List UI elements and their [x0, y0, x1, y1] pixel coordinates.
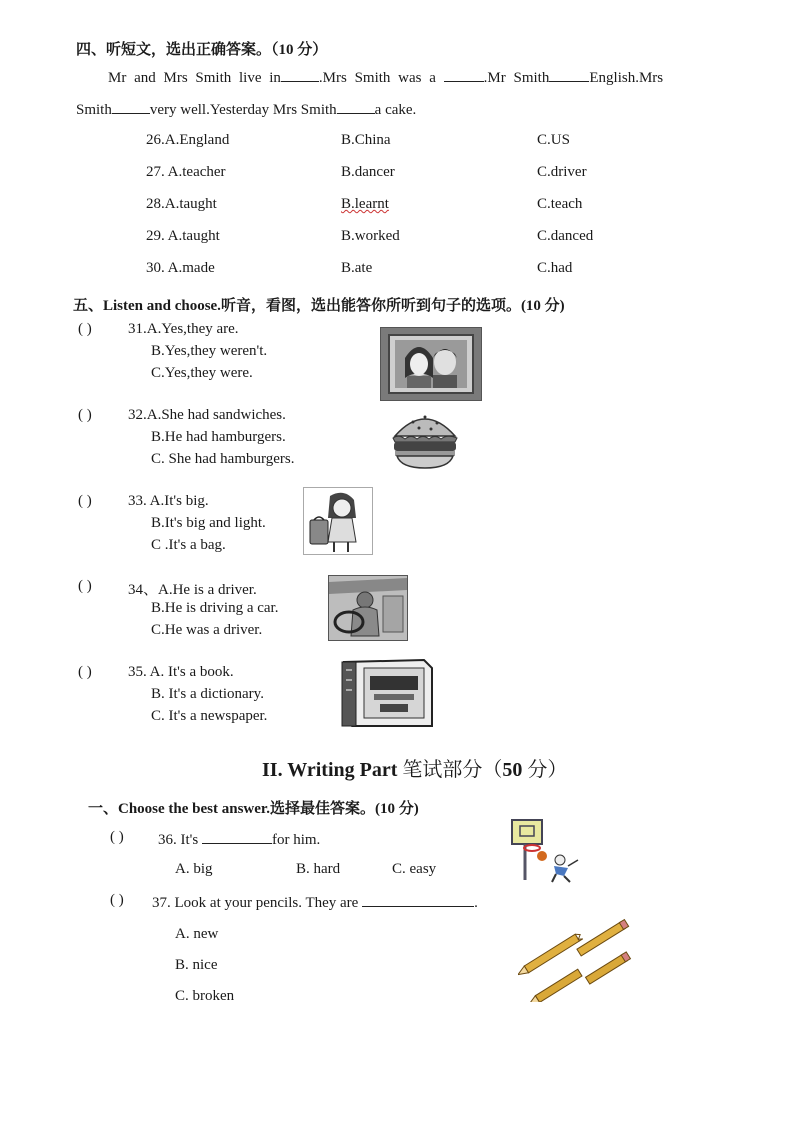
option-c[interactable]: C.teach [537, 196, 583, 212]
option-a[interactable]: 26.A.England [146, 132, 230, 148]
option-a[interactable]: 33. A.It's big. [128, 493, 209, 509]
heading-end: 分） [522, 759, 568, 781]
answer-bracket[interactable]: ( ) [78, 664, 92, 680]
option-c[interactable]: C. She had hamburgers. [151, 451, 295, 467]
man-driving-image [328, 575, 408, 641]
passage-line-2 [76, 99, 416, 119]
passage-text: a cake. [374, 102, 417, 118]
option-c[interactable]: C.driver [537, 164, 587, 180]
option-a[interactable]: 27. A.teacher [146, 164, 226, 180]
passage-text: very well.Yesterday Mrs Smith [149, 102, 337, 118]
passage-text: .Mrs Smith was a [318, 70, 436, 86]
answer-bracket[interactable]: ( ) [78, 493, 92, 509]
dictionary-image [338, 658, 436, 728]
option-b[interactable]: B. It's a dictionary. [151, 686, 264, 702]
answer-blank[interactable] [281, 67, 319, 82]
option-a[interactable]: 28.A.taught [146, 196, 217, 212]
heading-number: 50 [502, 759, 523, 781]
option-a[interactable]: 29. A.taught [146, 228, 220, 244]
option-a[interactable]: 34、A.He is a driver. [128, 582, 257, 598]
option-c[interactable]: C. easy [392, 861, 437, 877]
option-a[interactable]: A. big [175, 861, 213, 877]
section1-title-cn: 选择最佳答案。(10 分) [269, 801, 419, 817]
answer-bracket[interactable]: ( ) [110, 829, 124, 845]
section1-title [88, 797, 419, 818]
option-c[interactable]: C.danced [537, 228, 594, 244]
option-b[interactable]: B.ate [341, 260, 373, 276]
answer-blank[interactable] [112, 99, 150, 114]
hamburger-image [389, 404, 461, 474]
section5-title [73, 294, 565, 315]
option-b[interactable]: B. hard [296, 861, 341, 877]
stem-text: 37. Look at your pencils. They are [152, 895, 359, 911]
option-a[interactable]: A. new [175, 926, 219, 942]
basketball-hoop-image [508, 818, 584, 884]
option-b[interactable]: B.He is driving a car. [151, 600, 279, 616]
option-c[interactable]: C. It's a newspaper. [151, 708, 268, 724]
section1-title-en: 一、Choose the best answer. [88, 801, 270, 817]
answer-bracket[interactable]: ( ) [78, 578, 92, 594]
section5-title-en: 五、Listen and choose. [73, 298, 221, 314]
passage-text: English.Mrs [589, 70, 664, 86]
option-b[interactable]: B.He had hamburgers. [151, 429, 286, 445]
stem-text: 36. It's [158, 832, 199, 848]
passage-text: .Mr Smith [483, 70, 550, 86]
section4-title: 四、听短文，选出正确答案。（10 分） [76, 42, 328, 58]
option-a[interactable]: 32.A.She had sandwiches. [128, 407, 286, 423]
question-36-stem [158, 829, 320, 849]
answer-bracket[interactable]: ( ) [78, 321, 92, 337]
option-c[interactable]: C.US [537, 132, 570, 148]
option-b[interactable]: B.China [341, 132, 391, 148]
answer-bracket[interactable]: ( ) [110, 892, 124, 908]
option-b[interactable]: B.worked [341, 228, 400, 244]
stem-text: . [474, 895, 478, 911]
stem-text: for him. [271, 832, 321, 848]
heading-cn: 笔试部分（ [397, 759, 503, 781]
answer-blank[interactable] [549, 67, 589, 82]
answer-blank[interactable] [337, 99, 375, 114]
option-b[interactable]: B.Yes,they weren't. [151, 343, 268, 359]
option-a[interactable]: 35. A. It's a book. [128, 664, 234, 680]
option-a[interactable]: 30. A.made [146, 260, 215, 276]
girl-with-bag-image [303, 487, 373, 555]
answer-blank[interactable] [202, 829, 272, 844]
option-c[interactable]: C .It's a bag. [151, 537, 226, 553]
option-c[interactable]: C.Yes,they were. [151, 365, 253, 381]
section5-title-cn: 听音，看图，选出能答你所听到句子的选项。(10 分) [220, 298, 565, 314]
option-c[interactable]: C. broken [175, 988, 235, 1004]
option-b[interactable]: B.dancer [341, 164, 395, 180]
question-37-stem [152, 892, 478, 912]
option-b[interactable]: B.learnt [341, 196, 389, 212]
passage-text: Smith [76, 102, 112, 118]
option-b[interactable]: B.It's big and light. [151, 515, 266, 531]
writing-part-heading [262, 753, 567, 782]
passage-text: Mr and Mrs Smith live in [108, 70, 281, 86]
option-c[interactable]: C.had [537, 260, 573, 276]
option-a[interactable]: 31.A.Yes,they are. [128, 321, 239, 337]
answer-blank[interactable] [444, 67, 484, 82]
portrait-photo-image [380, 327, 482, 401]
option-c[interactable]: C.He was a driver. [151, 622, 263, 638]
heading-en: II. Writing Part [262, 759, 398, 781]
passage-line-1 [108, 67, 663, 87]
answer-bracket[interactable]: ( ) [78, 407, 92, 423]
answer-blank[interactable] [362, 892, 474, 907]
option-b[interactable]: B. nice [175, 957, 218, 973]
broken-pencils-image [518, 902, 636, 1002]
